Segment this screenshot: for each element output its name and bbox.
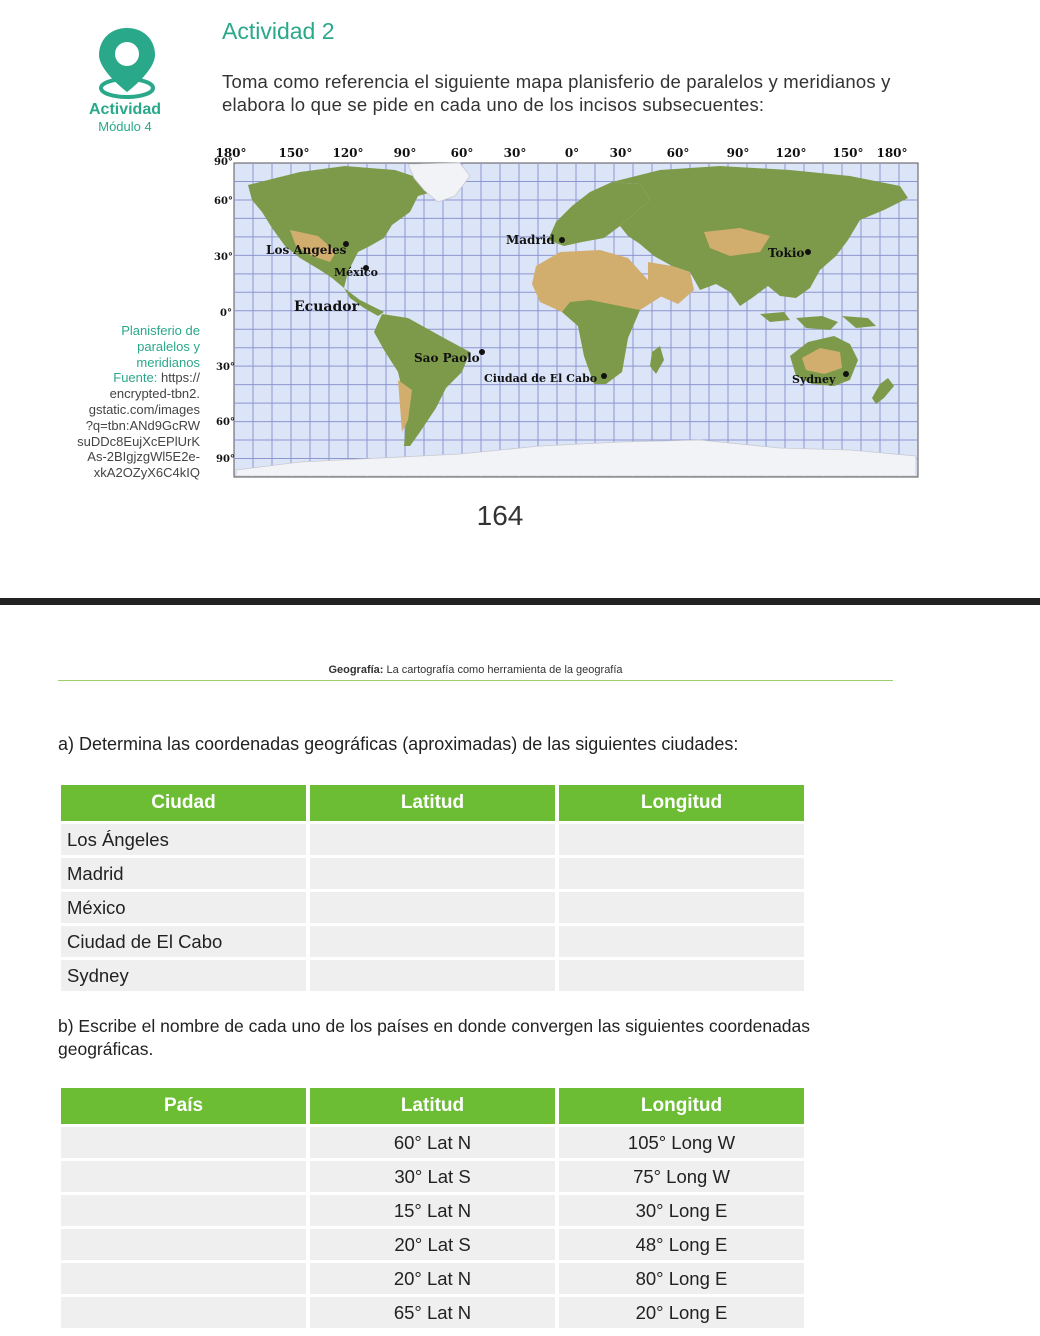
table-row bbox=[61, 1161, 804, 1192]
city-marker bbox=[479, 349, 485, 355]
latitude-label: 30° bbox=[214, 252, 233, 263]
longitude-cell: 30° Long E bbox=[559, 1195, 804, 1226]
city-label: Ciudad de El Cabo bbox=[484, 372, 598, 385]
latitude-label: 0° bbox=[220, 308, 232, 319]
longitude-cell: 48° Long E bbox=[559, 1229, 804, 1260]
longitude-label: 60° bbox=[666, 146, 690, 160]
subject-divider bbox=[58, 680, 893, 681]
subject-header bbox=[58, 664, 893, 676]
city-label: Ecuador bbox=[294, 299, 359, 315]
page-number: 164 bbox=[476, 500, 524, 531]
longitude-input-cell[interactable] bbox=[559, 960, 804, 991]
table-row bbox=[61, 1127, 804, 1158]
city-marker bbox=[601, 373, 607, 379]
table-row bbox=[61, 858, 804, 889]
longitude-input-cell[interactable] bbox=[559, 824, 804, 855]
latitude-cell: 60° Lat N bbox=[310, 1127, 555, 1158]
latitude-input-cell[interactable] bbox=[310, 824, 555, 855]
country-input-cell[interactable] bbox=[61, 1297, 306, 1328]
country-input-cell[interactable] bbox=[61, 1161, 306, 1192]
activity-label: Actividad bbox=[88, 101, 161, 118]
countries-table bbox=[57, 1085, 808, 1331]
caption-source-line: encrypted-tbn2. bbox=[109, 386, 200, 402]
question-a: a) Determina las coordenadas geográficas (aproximadas) de las siguientes ciudades: bbox=[58, 734, 739, 754]
latitude-label: 90° bbox=[214, 157, 233, 168]
city-cell: Los Ángeles bbox=[61, 824, 306, 855]
table-row bbox=[61, 1263, 804, 1294]
longitude-input-cell[interactable] bbox=[559, 858, 804, 889]
longitude-label: 90° bbox=[393, 146, 417, 160]
latitude-input-cell[interactable] bbox=[310, 960, 555, 991]
table-row bbox=[61, 960, 804, 991]
longitude-cell: 20° Long E bbox=[559, 1297, 804, 1328]
longitude-label: 30° bbox=[609, 146, 633, 160]
caption-source-line: suDDc8EujXcEPlUrK bbox=[77, 433, 200, 449]
longitude-label: 180° bbox=[876, 146, 908, 160]
longitude-cell: 80° Long E bbox=[559, 1263, 804, 1294]
country-input-cell[interactable] bbox=[61, 1263, 306, 1294]
table-row bbox=[61, 824, 804, 855]
instructions-text: Toma como referencia el siguiente mapa planisferio de paralelos y meridianos y elabora lo que se pide en cada uno de los incisos subsecuentes: bbox=[222, 71, 891, 115]
caption-source-label: Fuente: bbox=[113, 370, 158, 386]
caption-source-line: xkA2OZyX6C4kIQ bbox=[93, 465, 200, 481]
caption-source-line: ?q=tbn:ANd9GcRW bbox=[85, 417, 200, 433]
table-row bbox=[61, 892, 804, 923]
table-header: País bbox=[61, 1088, 306, 1124]
caption-source-line: https:// bbox=[160, 370, 200, 386]
longitude-label: 120° bbox=[332, 146, 364, 160]
latitude-label: 60° bbox=[214, 196, 233, 207]
longitude-cell: 75° Long W bbox=[559, 1161, 804, 1192]
table-row bbox=[61, 926, 804, 957]
table-header: Ciudad bbox=[61, 785, 306, 821]
caption-source-line: gstatic.com/images bbox=[88, 401, 200, 417]
longitude-label: 180° bbox=[215, 146, 247, 160]
world-map bbox=[0, 136, 925, 481]
city-marker bbox=[843, 371, 849, 377]
table-header: Longitud bbox=[559, 1088, 804, 1124]
longitude-label: 0° bbox=[564, 146, 580, 160]
country-input-cell[interactable] bbox=[61, 1229, 306, 1260]
subject-bold: Geografía: bbox=[328, 664, 384, 676]
latitude-cell: 65° Lat N bbox=[310, 1297, 555, 1328]
table-header: Latitud bbox=[310, 1088, 555, 1124]
table-row bbox=[61, 1195, 804, 1226]
latitude-cell: 20° Lat N bbox=[310, 1263, 555, 1294]
table-header: Longitud bbox=[559, 785, 804, 821]
caption-title-line: Planisferio de bbox=[121, 323, 200, 338]
longitude-label: 120° bbox=[775, 146, 807, 160]
longitude-label: 30° bbox=[503, 146, 527, 160]
longitude-input-cell[interactable] bbox=[559, 892, 804, 923]
activity-title: Actividad 2 bbox=[222, 18, 335, 44]
longitude-input-cell[interactable] bbox=[559, 926, 804, 957]
city-cell: Madrid bbox=[61, 858, 306, 889]
country-input-cell[interactable] bbox=[61, 1195, 306, 1226]
latitude-input-cell[interactable] bbox=[310, 858, 555, 889]
page-separator bbox=[0, 598, 1040, 605]
city-label: Sao Paolo bbox=[414, 351, 480, 365]
caption-title-line: paralelos y bbox=[137, 338, 200, 354]
city-cell: Ciudad de El Cabo bbox=[61, 926, 306, 957]
longitude-label: 60° bbox=[450, 146, 474, 160]
city-label: Los Angeles bbox=[266, 243, 347, 257]
city-label: Sydney bbox=[792, 373, 836, 386]
question-b: b) Escribe el nombre de cada uno de los países en donde convergen las siguientes coordenadas geográficas. bbox=[58, 1016, 811, 1059]
latitude-cell: 20° Lat S bbox=[310, 1229, 555, 1260]
city-marker bbox=[805, 249, 811, 255]
longitude-cell: 105° Long W bbox=[559, 1127, 804, 1158]
city-label: Madrid bbox=[506, 233, 555, 247]
caption-title-line: meridianos bbox=[136, 354, 200, 370]
country-input-cell[interactable] bbox=[61, 1127, 306, 1158]
latitude-cell: 30° Lat S bbox=[310, 1161, 555, 1192]
city-cell: Sydney bbox=[61, 960, 306, 991]
city-label: México bbox=[334, 266, 378, 279]
latitude-input-cell[interactable] bbox=[310, 926, 555, 957]
table-header: Latitud bbox=[310, 785, 555, 821]
longitude-label: 90° bbox=[726, 146, 750, 160]
longitude-label: 150° bbox=[278, 146, 310, 160]
cities-table bbox=[57, 782, 808, 994]
latitude-label: 90° bbox=[216, 454, 235, 465]
table-row bbox=[61, 1229, 804, 1260]
city-marker bbox=[559, 237, 565, 243]
table-row bbox=[61, 1297, 804, 1328]
subject-text: La cartografía como herramienta de la geografía bbox=[383, 664, 623, 676]
latitude-label: 30° bbox=[216, 362, 235, 373]
latitude-cell: 15° Lat N bbox=[310, 1195, 555, 1226]
location-pin-icon bbox=[96, 26, 158, 100]
city-label: Tokio bbox=[768, 246, 805, 260]
caption-source-line: As-2BIgjzgWl5E2e- bbox=[87, 449, 200, 465]
city-cell: México bbox=[61, 892, 306, 923]
module-label: Módulo 4 bbox=[98, 119, 152, 134]
longitude-label: 150° bbox=[832, 146, 864, 160]
latitude-input-cell[interactable] bbox=[310, 892, 555, 923]
latitude-label: 60° bbox=[216, 417, 235, 428]
